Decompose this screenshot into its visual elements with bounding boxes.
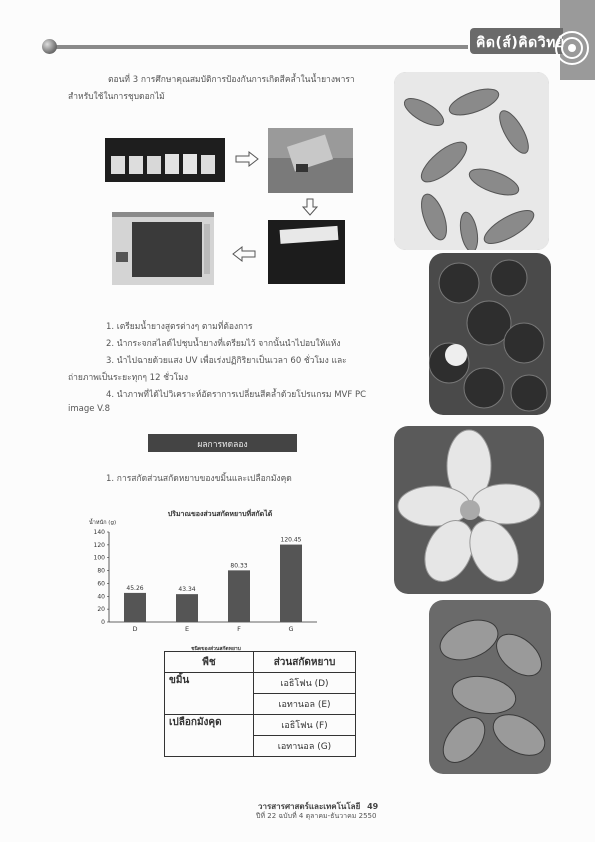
header-bullet-icon <box>42 39 57 54</box>
chart-data-label: 80.33 <box>230 562 248 570</box>
chart-y-tick-label: 40 <box>97 593 105 601</box>
slide-dipping-photo <box>268 128 353 193</box>
chart-y-tick-label: 100 <box>93 554 105 562</box>
arrow-left-icon <box>232 246 256 262</box>
chart-bar <box>124 593 146 622</box>
table-cell-plant: เปลือกมังคุด <box>165 715 254 757</box>
chart-x-tick-label: G <box>288 625 294 633</box>
procedure-step-1: 1. เตรียมน้ำยางสูตรต่างๆ ตามที่ต้องการ <box>106 322 253 332</box>
chart-bar <box>280 545 302 622</box>
arrow-down-icon <box>302 198 318 216</box>
chart-y-axis-label: น้ำหนัก (g) <box>89 520 117 526</box>
footer-magazine-name: วารสารศาสตร์และเทคโนโลยี <box>258 802 361 811</box>
chart-y-tick-label: 60 <box>97 580 105 588</box>
table-header-extract: ส่วนสกัดหยาบ <box>254 652 356 673</box>
step3-title-line2: สำหรับใช้ในการชุบดอกไม้ <box>68 92 165 102</box>
table-cell-plant: ขมิ้น <box>165 673 254 715</box>
chart-data-label: 45.26 <box>126 584 144 592</box>
turmeric-photo <box>394 72 549 250</box>
extract-yield-bar-chart <box>75 508 320 653</box>
table-header-plant: พืช <box>165 652 254 673</box>
extract-table <box>164 651 356 757</box>
chart-x-tick-label: F <box>237 625 241 633</box>
chart-x-axis-label: ชนิดของส่วนสกัดหยาบ <box>191 646 241 652</box>
chart-bar <box>228 570 250 622</box>
coated-slide-photo <box>268 220 345 284</box>
procedure-step-3-cont: ถ่ายภาพเป็นระยะทุกๆ 12 ชั่วโมง <box>68 373 189 383</box>
chart-data-label: 43.34 <box>178 586 196 594</box>
chart-x-tick-label: D <box>132 625 138 633</box>
header-rule <box>48 45 468 49</box>
chart-title: ปริมาณของส่วนสกัดหยาบที่สกัดได้ <box>167 510 273 518</box>
results-section-label: ผลการทดลอง <box>197 440 248 450</box>
section-title: คิด(ส์)คิดวิทย์ <box>476 35 565 51</box>
table-row <box>165 715 356 736</box>
step3-title-line1: ตอนที่ 3 การศึกษาคุณสมบัติการป้องกันการเกิดสีคล้ำในน้ำยางพารา <box>108 75 355 85</box>
page-number: 49 <box>367 802 379 811</box>
target-logo-icon <box>554 30 590 66</box>
footer-issue: ปีที่ 22 ฉบับที่ 4 ตุลาคม-ธันวาคม 2550 <box>256 812 377 820</box>
chart-bar <box>176 594 198 622</box>
table-row <box>165 673 356 694</box>
procedure-step-4-cont: image V.8 <box>68 404 111 414</box>
procedure-step-2: 2. นำกระจกสไลด์ไปชุบน้ำยางที่เตรียมไว้ จากนั้นนำไปอบให้แห้ง <box>106 339 341 349</box>
uv-software-screenshot <box>112 212 214 285</box>
chart-data-label: 120.45 <box>280 536 302 544</box>
table-cell-extract: เอทานอล (E) <box>254 694 356 715</box>
chart-y-tick-label: 0 <box>101 619 105 626</box>
results-item-1: 1. การสกัดส่วนสกัดหยาบของขมิ้นและเปลือกมังคุด <box>106 474 292 484</box>
table-cell-extract: เอธิโฟน (F) <box>254 715 356 736</box>
chart-y-tick-label: 20 <box>97 606 105 614</box>
mangosteen-photo <box>429 253 551 415</box>
table-header-row <box>165 652 356 673</box>
table-cell-extract: เอทานอล (G) <box>254 736 356 757</box>
table-cell-extract: เอธิโฟน (D) <box>254 673 356 694</box>
chart-x-tick-label: E <box>184 625 190 633</box>
arrow-right-icon <box>235 151 259 167</box>
coated-flowers-photo <box>429 600 551 774</box>
chart-y-tick-label: 120 <box>93 541 105 549</box>
chart-y-tick-label: 80 <box>97 567 105 575</box>
chart-y-tick-label: 140 <box>93 529 105 536</box>
latex-bottles-photo <box>105 138 225 182</box>
frangipani-flower-photo <box>394 426 544 594</box>
procedure-step-3: 3. นำไปฉายด้วยแสง UV เพื่อเร่งปฏิกิริยาเป็นเวลา 60 ชั่วโมง และ <box>106 356 347 366</box>
procedure-step-4: 4. นำภาพที่ได้ไปวิเคราะห์อัตราการเปลี่ยนสีคล้ำด้วยโปรแกรม MVF PC <box>106 390 367 400</box>
